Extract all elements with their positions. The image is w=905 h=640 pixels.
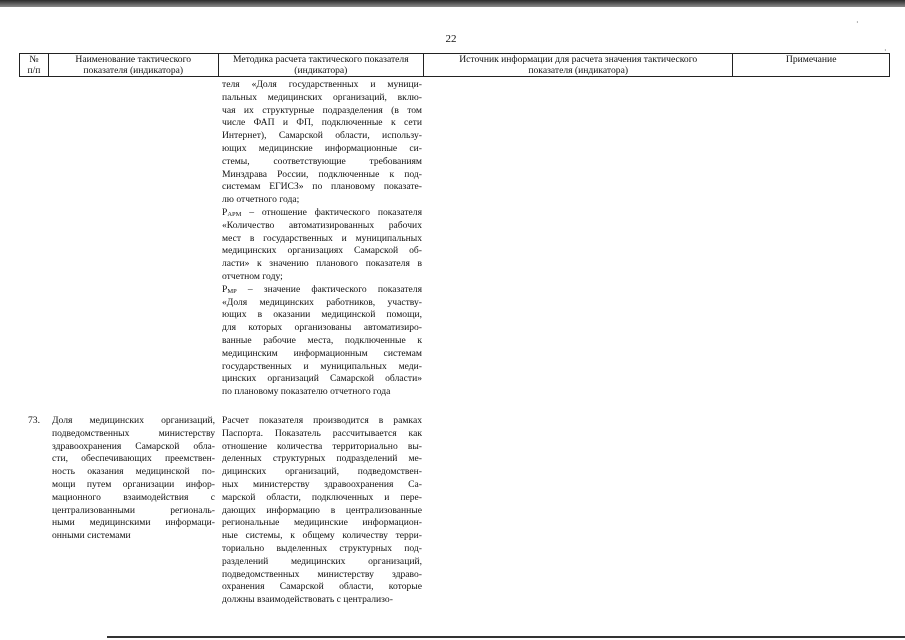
text-line-content: онными системами (52, 530, 131, 542)
text-line (52, 453, 215, 466)
text-line (222, 335, 422, 348)
text-line (52, 428, 215, 441)
text-line (222, 543, 422, 556)
text-line (222, 92, 422, 105)
text-line-content: по плановому показателю отчетного года (222, 386, 391, 398)
text-line-content: ные системы, к общему количеству терри- (222, 530, 422, 542)
text-line (222, 79, 422, 92)
text-line (222, 245, 422, 258)
text-line-content: «Доля медицинских работников, участву- (222, 296, 422, 308)
text-line (52, 479, 215, 492)
text-line-content: подведомственных министерству здраво- (222, 568, 422, 580)
text-line (222, 130, 422, 143)
text-line-content: сти, обеспечивающих преемствен- (52, 453, 215, 465)
text-line-content: – значение фактического показателя (247, 283, 422, 295)
text-line-content: отношение количества территориально вы- (222, 440, 422, 452)
text-line (222, 569, 422, 582)
text-line (52, 466, 215, 479)
text-line (52, 415, 215, 428)
row-number: 73. (28, 415, 40, 426)
text-line (222, 361, 422, 374)
calculation-method (222, 415, 422, 607)
text-line-content: пальных медицинских организаций, вклю- (222, 91, 422, 103)
text-line-content: ющих в оказании медицинской помощи, (222, 309, 422, 321)
text-line-content: «Количество автоматизированных рабочих (222, 219, 422, 231)
text-line (222, 156, 422, 169)
text-line-content: чая их структурные подразделения (в том (222, 104, 422, 116)
text-line (222, 271, 422, 284)
text-line-content: Доля медицинских организаций, (52, 415, 215, 426)
variable-subscript: АРМ (227, 210, 242, 218)
text-line-content: лю отчетного года; (222, 194, 300, 206)
table-header (19, 53, 890, 77)
text-line-content: ласти» к значению планового показателя в (222, 258, 422, 270)
text-line-content: – отношение фактического показателя (249, 206, 422, 218)
text-line (222, 143, 422, 156)
text-line (222, 220, 422, 233)
scan-speck: · (884, 46, 887, 55)
header-information-source: Источник информации для расчета значения тактического показателя (индикатора) (424, 54, 733, 76)
text-line-content: отчетном году; (222, 270, 283, 282)
text-line (52, 441, 215, 454)
text-line (222, 117, 422, 130)
text-line (222, 386, 422, 399)
variable-symbol: $Р_{АРМ}$ (222, 206, 242, 218)
indicator-name (52, 415, 215, 543)
text-line-content: региональные медицинские информацион- (222, 517, 422, 529)
text-line-content: медицинским информационным системам (222, 347, 422, 359)
text-line-content: разделений медицинских организаций, (222, 555, 422, 567)
text-line (222, 556, 422, 569)
text-line-content: ность оказания медицинской по- (52, 466, 215, 478)
text-line (222, 297, 422, 310)
text-line-content: ванные рабочие места, подключенные к (222, 334, 422, 346)
scan-speck: · (856, 18, 859, 27)
text-line (222, 169, 422, 182)
text-line-content: охранения Самарской области, которые (222, 581, 422, 593)
text-line (222, 181, 422, 194)
text-line-content: ными медицинскими информаци- (52, 517, 215, 529)
text-line (222, 373, 422, 386)
header-indicator-name: Наименование тактического показателя (индикатора) (49, 54, 219, 76)
text-line-content: мест в государственных и муниципальных (222, 232, 422, 244)
text-line (222, 309, 422, 322)
text-line (222, 594, 422, 607)
page-number: 22 (445, 33, 457, 45)
text-line (222, 479, 422, 492)
scan-bottom-edge (107, 636, 905, 638)
text-line (222, 441, 422, 454)
text-line (222, 348, 422, 361)
text-line-content: для которых организованы автоматизиро- (222, 322, 422, 334)
text-line (52, 517, 215, 530)
text-line-content: ющих медицинские информационные си- (222, 142, 422, 154)
text-line (222, 194, 422, 207)
text-line-content: системам ЕГИСЗ» по плановому показате- (222, 181, 422, 193)
text-line-content: государственных и муниципальных меди- (222, 360, 422, 372)
text-line-content: стемы, соответствующие требованиям (222, 155, 422, 167)
text-line-content: числе ФАП и ФП, подключенные к сети (222, 117, 422, 129)
text-line-content: деленных структурных подразделений ме- (222, 453, 422, 465)
text-line (222, 466, 422, 479)
header-note: Примечание (785, 54, 837, 65)
text-line-content: ториально выделенных структурных под- (222, 542, 422, 554)
text-line-content: дающих информацию в централизованные (222, 504, 422, 516)
text-line (222, 530, 422, 543)
text-line (222, 517, 422, 530)
text-line-content: мощи путем организации инфор- (52, 478, 215, 490)
text-line-content: Минздрава России, подключенные к под- (222, 168, 422, 180)
variable-symbol: $Р_{МР}$ (222, 283, 237, 295)
text-line (52, 492, 215, 505)
method-continuation (222, 79, 422, 399)
scan-top-edge (0, 0, 905, 7)
text-line (222, 284, 422, 297)
text-line (222, 581, 422, 594)
text-line-content: медицинских организациях Самарской об- (222, 245, 422, 257)
text-line-content: Интернет), Самарской области, использу- (222, 130, 422, 142)
text-line (222, 505, 422, 518)
text-line-content: теля «Доля государственных и муници- (222, 79, 422, 90)
header-number: № п/п (20, 54, 49, 76)
text-line (52, 505, 215, 518)
variable-subscript: МР (227, 287, 237, 295)
text-line (222, 428, 422, 441)
text-line-content: централизованными региональ- (52, 504, 215, 516)
text-line (222, 322, 422, 335)
text-line (222, 415, 422, 428)
text-line (222, 105, 422, 118)
text-line-content: здравоохранения Самарской обла- (52, 440, 215, 452)
text-line-content: ных министерству здравоохранения Са- (222, 478, 422, 490)
text-line (222, 492, 422, 505)
text-line-content: цинских организаций Самарской области» (222, 373, 422, 385)
text-line-content: мационного взаимодействия с (52, 491, 215, 503)
text-line-content: дицинских организаций, подведомствен- (222, 466, 422, 478)
text-line (222, 453, 422, 466)
text-line (222, 233, 422, 246)
text-line (222, 258, 422, 271)
text-line-content: подведомственных министерству (52, 427, 215, 439)
text-line (222, 207, 422, 220)
text-line-content: Расчет показателя производится в рамках (222, 415, 422, 426)
header-calculation-method: Методика расчета тактического показателя (индикатора) (219, 54, 425, 76)
text-line (52, 530, 215, 543)
text-line-content: Паспорта. Показатель рассчитывается как (222, 427, 422, 439)
text-line-content: марской области, подключенных и пере- (222, 491, 422, 503)
text-line-content: должны взаимодействовать с централизо- (222, 594, 393, 606)
